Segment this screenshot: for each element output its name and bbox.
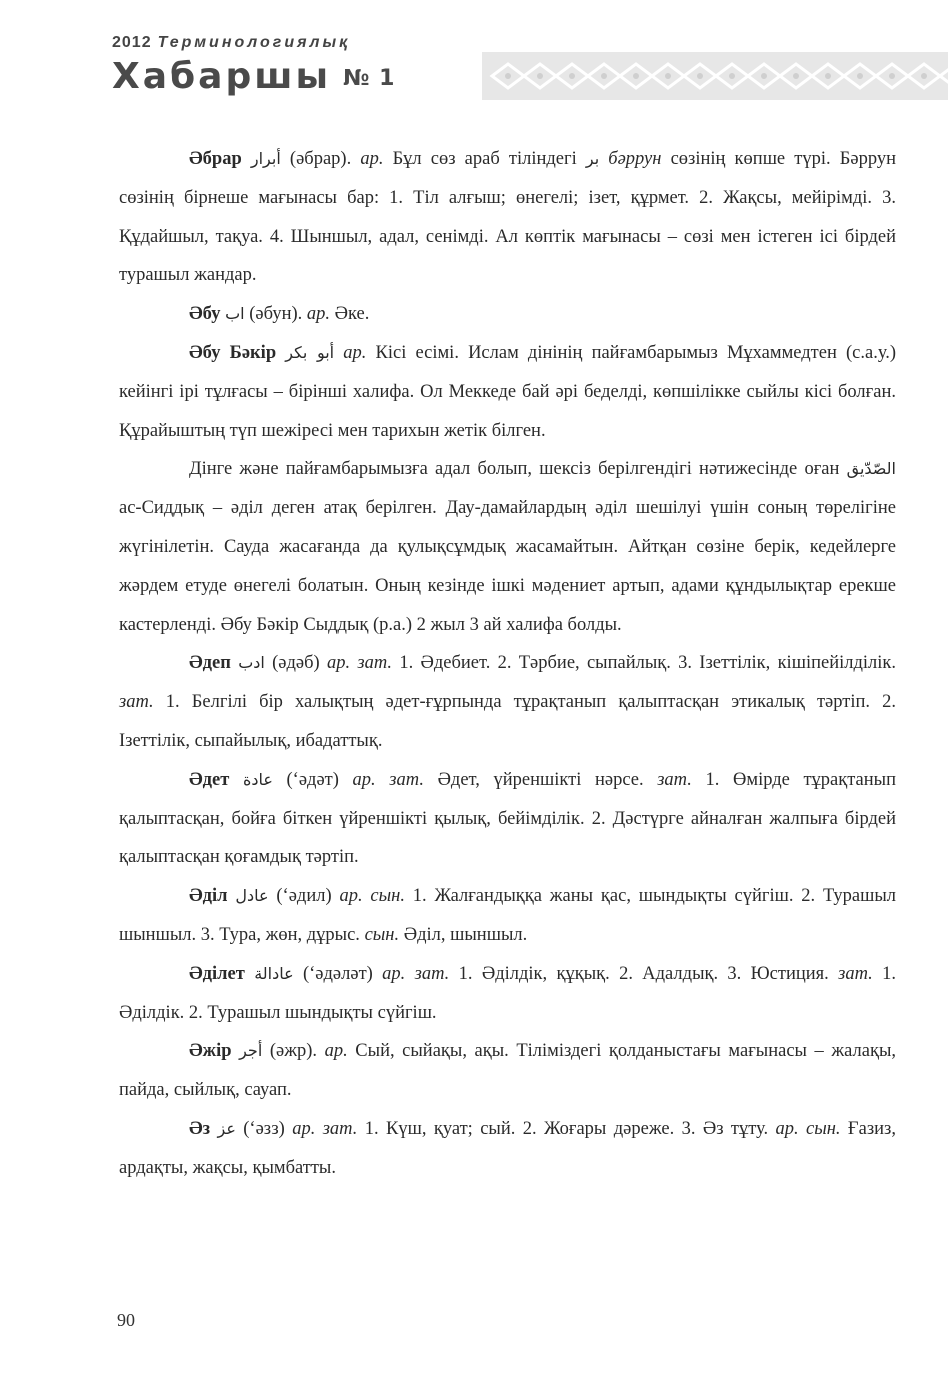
entry-arabic: ادب	[238, 653, 265, 673]
entry-text: Әділ, шыншыл.	[399, 924, 528, 945]
entry-term: Әбрар	[189, 149, 242, 169]
entry-term: Әдеп	[189, 653, 231, 674]
journal-header	[112, 26, 892, 106]
entry-arabic: أبو بكر	[285, 342, 335, 362]
entry-text: 1. Әдебиет. 2. Тәрбие, сыпайлық. 3. Ізеттілік, кішіпейілділік.	[392, 653, 897, 674]
entry-text: Дінге және пайғамбарымызға адал болып, шексіз берілгендігі нәтижесінде оған	[189, 459, 847, 480]
entry-abbreviation: ар.	[306, 304, 331, 325]
ornament-pattern-icon	[482, 52, 948, 100]
entry-text: Кісі есімі. Ислам дінінің пайғамбарымыз Мұхаммедтен (с.а.у.) кейінгі ірі тұлғасы – бірінші халифа. Ол Меккеде бай әрі беделді, көпшілікке сыйлы кісі болған. Құрайыштың түп шежіресі мен тарихын жетік білген.	[119, 342, 897, 441]
entry-transcription: (әбун).	[244, 304, 307, 325]
entry-transcription: (‘әзз)	[235, 1118, 293, 1139]
dictionary-entry	[119, 334, 896, 450]
entry-text: ас-Сиддық – әділ деген атақ берілген. Дау-дамайлардың әділ шешілуі үшін соның төрелігіне жүгінілетін. Сауда жасағанда да қулықсұмдық жасамайтын. Айтқан сөзіне берік, кедейлерге жәрдем етуде өнегелі болатын. Оның кезінде ішкі мәдениет артып, адами құндылықтар ерекше кастерленді. Әбу Бәкір Сыддық (р.а.) 2 жыл 3 ай халифа болды.	[119, 498, 896, 635]
dictionary-entry	[119, 1110, 896, 1188]
entry-abbreviation: ар. сын.	[339, 886, 405, 907]
entry-transcription: (‘әдәләт)	[293, 963, 383, 984]
entry-text	[599, 149, 608, 169]
entry-text: 1. Күш, қуат; сый. 2. Жоғары дәреже. 3. Әз тұту.	[357, 1118, 776, 1139]
entry-term: Әжір	[189, 1041, 232, 1062]
entry-abbreviation: ар.	[343, 342, 367, 363]
entry-transcription: (әдәб)	[264, 653, 327, 674]
entry-text: Әдет, үйреншікті нәрсе.	[423, 769, 658, 790]
entry-text: 1. Әділдік. 2. Турашыл шындықты сүйгіш.	[119, 963, 897, 1023]
entry-arabic: عادالة	[254, 963, 294, 983]
entry-transcription: (әбрар).	[280, 149, 361, 169]
entry-arabic-inline: بر	[585, 149, 600, 168]
entry-term: Әбу	[189, 304, 221, 325]
entry-term: Әбу Бәкір	[189, 342, 277, 363]
entry-term: Әділет	[189, 963, 245, 984]
entry-text: 1. Әділдік, құқық. 2. Адалдық. 3. Юстиция.	[449, 963, 839, 984]
entry-text: 1. Белгілі бір халықтың әдет-ғұрпында тұрақтанып қалыптасқан этикалық тәртіп. 2. Ізеттілік, сыпайылық, ибадаттық.	[119, 692, 896, 751]
dictionary-article	[119, 140, 896, 1188]
journal-subtitle	[112, 34, 350, 52]
ornament-band	[482, 52, 948, 100]
entry-abbreviation: ар. зат.	[326, 653, 393, 674]
entry-arabic: أبرار	[250, 149, 281, 168]
entry-arabic: عادل	[235, 886, 269, 906]
entry-italic: зат.	[119, 692, 154, 713]
entry-term: Әз	[189, 1118, 211, 1139]
dictionary-entry	[119, 955, 896, 1033]
page-number: 90	[117, 1310, 135, 1330]
entry-italic: зат.	[838, 963, 873, 984]
entry-transcription: (‘әдәт)	[272, 769, 353, 790]
entry-term: Әдет	[189, 769, 230, 790]
entry-arabic: عادة	[242, 769, 273, 789]
entry-italic: сын.	[364, 924, 400, 945]
journal-year: 2012	[112, 34, 152, 51]
entry-term: Әділ	[189, 886, 228, 907]
dictionary-entry	[119, 877, 896, 955]
entry-transcription: (‘әдил)	[268, 886, 340, 907]
entry-text: 1. Жалғандыққа жаны қас, шындықты сүйгіш. 2. Турашыл шыншыл. 3. Тура, жөн, дұрыс.	[119, 886, 897, 945]
dictionary-entry	[119, 1032, 896, 1110]
dictionary-entry	[119, 644, 896, 760]
entry-transcription: (әжр).	[262, 1041, 325, 1062]
entry-arabic: عز	[217, 1118, 236, 1138]
entry-text: Ғазиз, ардақты, жақсы, қымбатты.	[119, 1118, 896, 1178]
entry-arabic: اب	[225, 304, 245, 324]
entry-abbreviation: ар. зат.	[352, 769, 424, 790]
entry-text: 1. Өмірде тұрақтанып қалыптасқан, бойға біткен үйреншікті қылық, бейімділік. 2. Дәстүрге айналған жалпыға бірдей қалыптасқан қоғамдық тәртіп.	[119, 769, 896, 868]
dictionary-entry	[119, 140, 896, 295]
entry-italic: зат.	[657, 769, 692, 790]
entry-transcription	[334, 343, 343, 363]
dictionary-entry	[119, 450, 896, 644]
entry-abbreviation: ар. зат.	[382, 963, 450, 984]
entry-abbreviation: ар. зат.	[292, 1118, 358, 1139]
entry-abbreviation: ар.	[324, 1041, 348, 1062]
entry-italic: бәррун	[608, 149, 662, 169]
entry-arabic: أجر	[239, 1041, 263, 1061]
dictionary-entry	[119, 295, 896, 334]
dictionary-entry	[119, 761, 896, 877]
journal-word: Терминологиялық	[157, 34, 351, 51]
journal-title	[112, 56, 395, 97]
entry-text: Бұл сөз араб тіліндегі	[383, 149, 586, 169]
entry-text: сөзінің көпше түрі. Бәррун сөзінің бірнеше мағынасы бар: 1. Тіл алғыш; өнегелі; ізет, құрмет. 2. Жақсы, мейірімді. 3. Құдайшыл, тақуа. 4. Шыншыл, адал, сенімді. Ал көптік мағынасы – сөзі мен істеген ісі бірдей турашыл жандар.	[119, 149, 896, 286]
entry-italic: ар. сын.	[775, 1118, 841, 1139]
journal-title-text: Хабаршы	[112, 56, 332, 97]
entry-abbreviation: ар.	[360, 149, 384, 169]
issue-number: № 1	[343, 65, 396, 91]
entry-arabic-inline: الصّدّيق	[846, 459, 896, 479]
entry-text: Әке.	[330, 304, 370, 325]
entry-text: Сый, сыйақы, ақы. Тіліміздегі қолданыстағы мағынасы – жалақы, пайда, сыйлық, сауап.	[119, 1041, 897, 1101]
